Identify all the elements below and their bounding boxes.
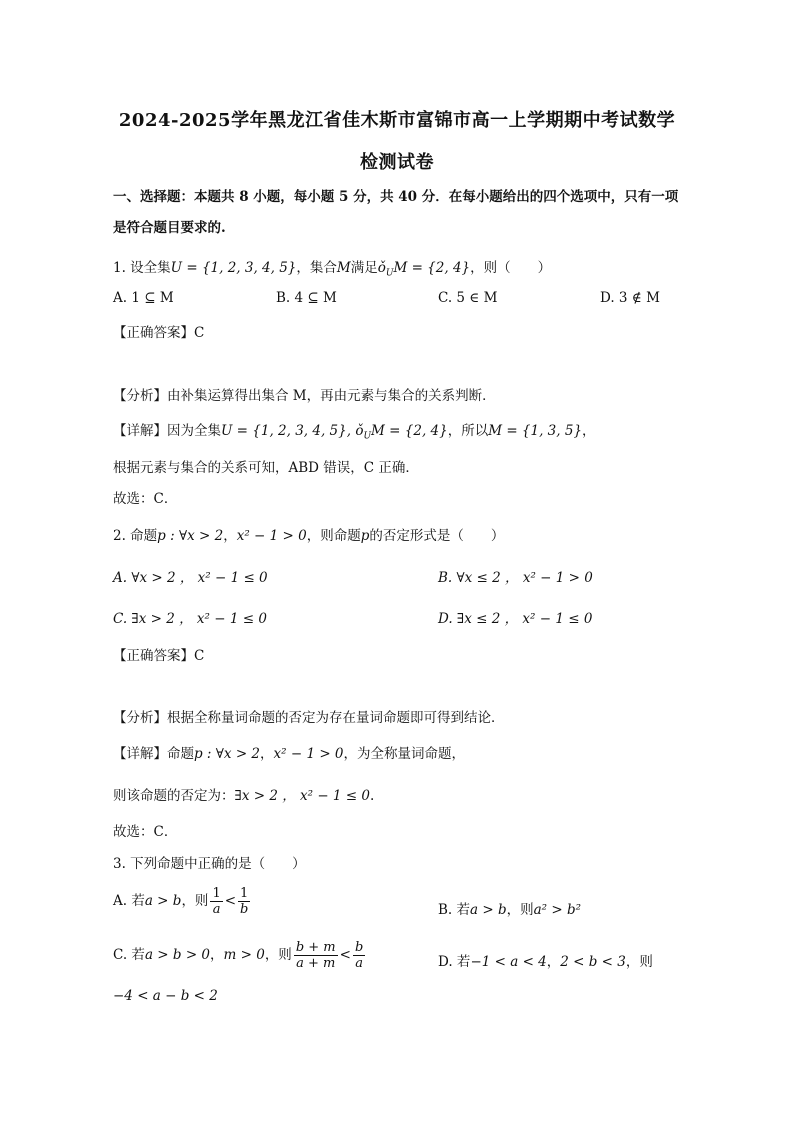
q1-detail-2: 根据元素与集合的关系可知，ABD 错误，C 正确． <box>113 460 419 476</box>
q3-option-b: B. 若a > b，则a² > b² <box>438 902 582 918</box>
q1-option-a: A. 1 ⊆ M <box>113 290 174 306</box>
title-line-1: 2024-2025学年黑龙江省佳木斯市富锦市高一上学期期中考试数学 <box>118 110 676 131</box>
q1-detail: 【详解】因为全集U = {1, 2, 3, 4, 5}, $ǒ_UM = \{2$, 4}，所以M = {1, 3, 5}， <box>113 423 596 442</box>
q3-option-c: C. 若a > b > 0，m > 0，则 $\frac{b + m}{a + m}$ < $\frac{b}{a}$ <box>113 940 364 971</box>
fraction: $\frac{1}{b}$ <box>240 886 249 917</box>
q2-detail-2: 则该命题的否定为：∃x > 2 ， x² − 1 ≤ 0. <box>113 788 375 804</box>
q3-option-a: A. 若a > b，则 $\frac{1}{a}$ < $\frac{1}{b}$ <box>113 886 249 917</box>
q1-option-d: D. 3 ∉ M <box>600 290 660 306</box>
q1-option-c: C. 5 ∈ M <box>438 290 498 306</box>
title-line-2: 检测试卷 <box>360 152 434 173</box>
q2-option-c: C. ∃x > 2 ， x² − 1 ≤ 0 <box>113 611 267 627</box>
q2-answer: 【正确答案】C <box>113 648 205 664</box>
q1-option-b: B. 4 ⊆ M <box>276 290 337 306</box>
q3-option-d: D. 若−1 < a < 4，2 < b < 3，则 <box>438 954 653 970</box>
q2-option-a: A. ∀x > 2 ， x² − 1 ≤ 0 <box>113 570 268 586</box>
q1-analysis: 【分析】由补集运算得出集合 M，再由元素与集合的关系判断． <box>113 388 496 404</box>
q3-option-d-result: −4 < a − b < 2 <box>113 988 218 1004</box>
q2-stem: 2. 命题p : ∀x > 2，x² − 1 > 0，则命题p的否定形式是（ ） <box>113 528 505 544</box>
fraction: $\frac{1}{a}$ <box>212 886 221 917</box>
q2-option-b: B. ∀x ≤ 2 ， x² − 1 > 0 <box>438 570 593 586</box>
q2-analysis: 【分析】根据全称量词命题的否定为存在量词命题即可得到结论． <box>113 710 505 726</box>
q3-stem: 3. 下列命题中正确的是（ ） <box>113 856 306 872</box>
q1-choose: 故选：C． <box>113 491 178 507</box>
q2-option-d: D. ∃x ≤ 2 ， x² − 1 ≤ 0 <box>438 611 593 627</box>
q1-answer: 【正确答案】C <box>113 325 205 341</box>
q1-stem: 1. 设全集U = {1, 2, 3, 4, 5}，集合M满足$ǒ_UM = \{2$, 4}，则（ ） <box>113 260 552 279</box>
section-heading-line-1: 一、选择题：本题共 8 小题，每小题 5 分，共 40 分．在每小题给出的四个选项中，只有一项 <box>113 189 679 205</box>
q2-detail: 【详解】命题p : ∀x > 2，x² − 1 > 0，为全称量词命题， <box>113 746 466 762</box>
fraction: $\frac{b}{a}$ <box>354 940 364 971</box>
fraction: $\frac{b + m}{a + m}$ <box>295 940 336 971</box>
section-heading-line-2: 是符合题目要求的. <box>113 220 226 236</box>
q2-choose: 故选：C． <box>113 824 178 840</box>
